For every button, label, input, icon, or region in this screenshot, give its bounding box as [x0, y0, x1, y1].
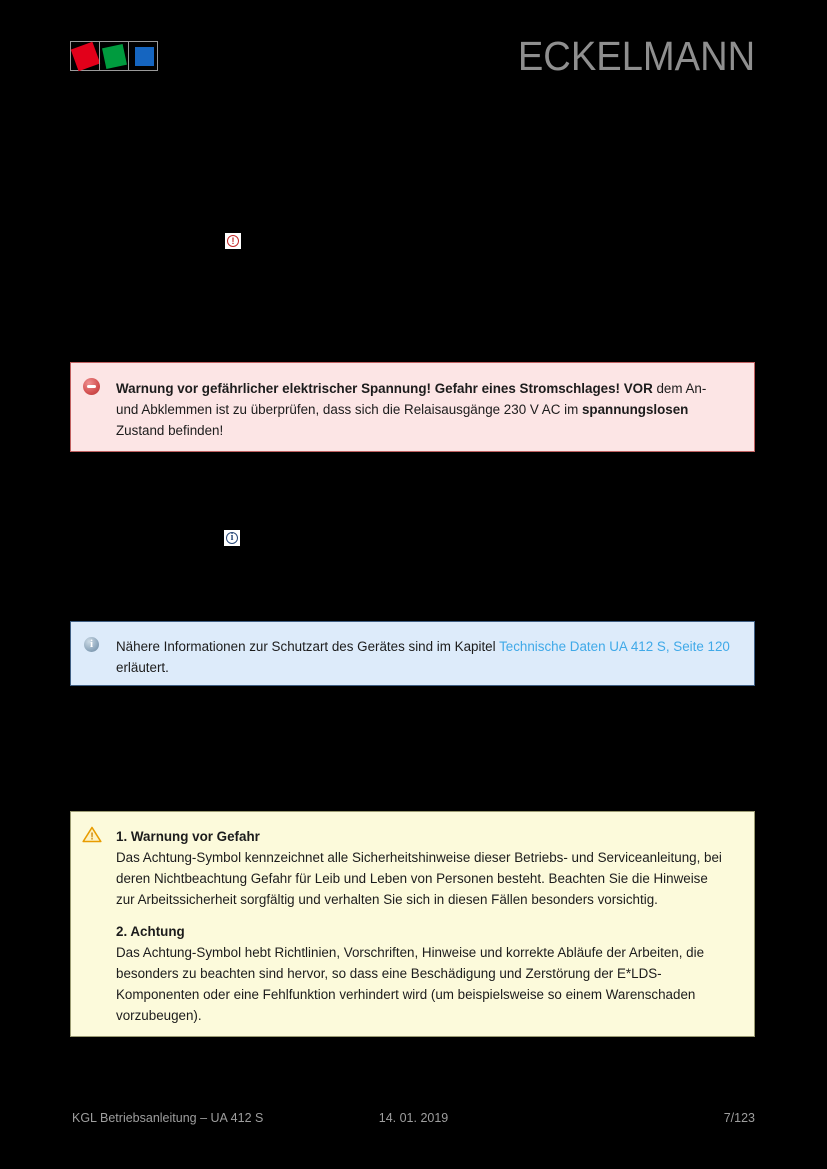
warning-body-1: Das Achtung-Symbol kennzeichnet alle Sicherheitshinweise dieser Betriebs- und Serviceanleitung, bei deren Nichtbeachtung Gefahr für Leib und Leben von Personen besteht. Beachten Sie die Hinweise zur Arbeitssicherheit sorgfältig und verhalten Sie sich in diesen Fällen besonders vorsichtig.	[116, 850, 722, 907]
info-text-lead: Nähere Informationen zur Schutzart des Gerätes sind im Kapitel	[116, 639, 500, 654]
info-sphere-icon: i	[84, 637, 99, 652]
company-logo	[70, 41, 158, 71]
footer-page-number: 7/123	[723, 1111, 755, 1125]
danger-bold-lead: Warnung vor gefährlicher elektrischer Spannung! Gefahr eines Stromschlages! VOR	[116, 381, 653, 396]
warning-alert-box	[70, 811, 755, 1037]
warning-alert-text	[116, 826, 730, 1026]
warning-triangle-icon	[82, 826, 102, 843]
warning-section-1	[116, 826, 730, 910]
blue-square-icon	[135, 47, 154, 66]
no-entry-icon	[83, 378, 100, 395]
logo-cell-blue	[128, 41, 158, 71]
green-square-icon	[102, 44, 127, 69]
info-alert-box	[70, 621, 755, 686]
footer-doc-title: KGL Betriebsanleitung – UA 412 S	[72, 1111, 264, 1125]
red-square-icon	[71, 42, 100, 71]
chapter-link[interactable]: Technische Daten UA 412 S, Seite 120	[499, 639, 730, 654]
danger-text-mid: dem An- und Abklemmen ist zu überprüfen, dass sich die Relaisausgänge 230 V AC im	[116, 381, 707, 417]
danger-bold-word: spannungslosen	[581, 402, 689, 417]
warning-section-2	[116, 921, 730, 1026]
inline-info-icon	[224, 530, 240, 546]
warning-body-2: Das Achtung-Symbol hebt Richtlinien, Vorschriften, Hinweise und korrekte Abläufe der Arbeiten, die besonders zu beachten sind hervor, so dass eine Beschädigung und Zerstörung der E*LDS-Komponenten oder eine Fehlfunktion verhindert wird (um beispielsweise so einem Warenschaden vorzubeugen).	[116, 945, 705, 1023]
danger-alert-text	[116, 378, 730, 441]
danger-text-end: Zustand befinden!	[116, 423, 224, 438]
info-alert-text	[116, 636, 730, 678]
warning-heading-2: 2. Achtung	[116, 924, 185, 939]
brand-wordmark: ECKELMANN	[517, 33, 755, 79]
danger-alert-box	[70, 362, 755, 452]
warning-heading-1: 1. Warnung vor Gefahr	[116, 829, 260, 844]
svg-text:!: !	[90, 831, 94, 843]
circled-i-icon: i	[226, 532, 238, 544]
logo-cell-green	[99, 41, 129, 71]
inline-warning-voltage-icon	[225, 233, 241, 249]
info-text-end: erläutert.	[116, 660, 169, 675]
logo-cell-red	[70, 41, 100, 71]
circled-exclamation-icon: !	[227, 235, 239, 247]
footer-date: 14. 01. 2019	[378, 1111, 449, 1125]
